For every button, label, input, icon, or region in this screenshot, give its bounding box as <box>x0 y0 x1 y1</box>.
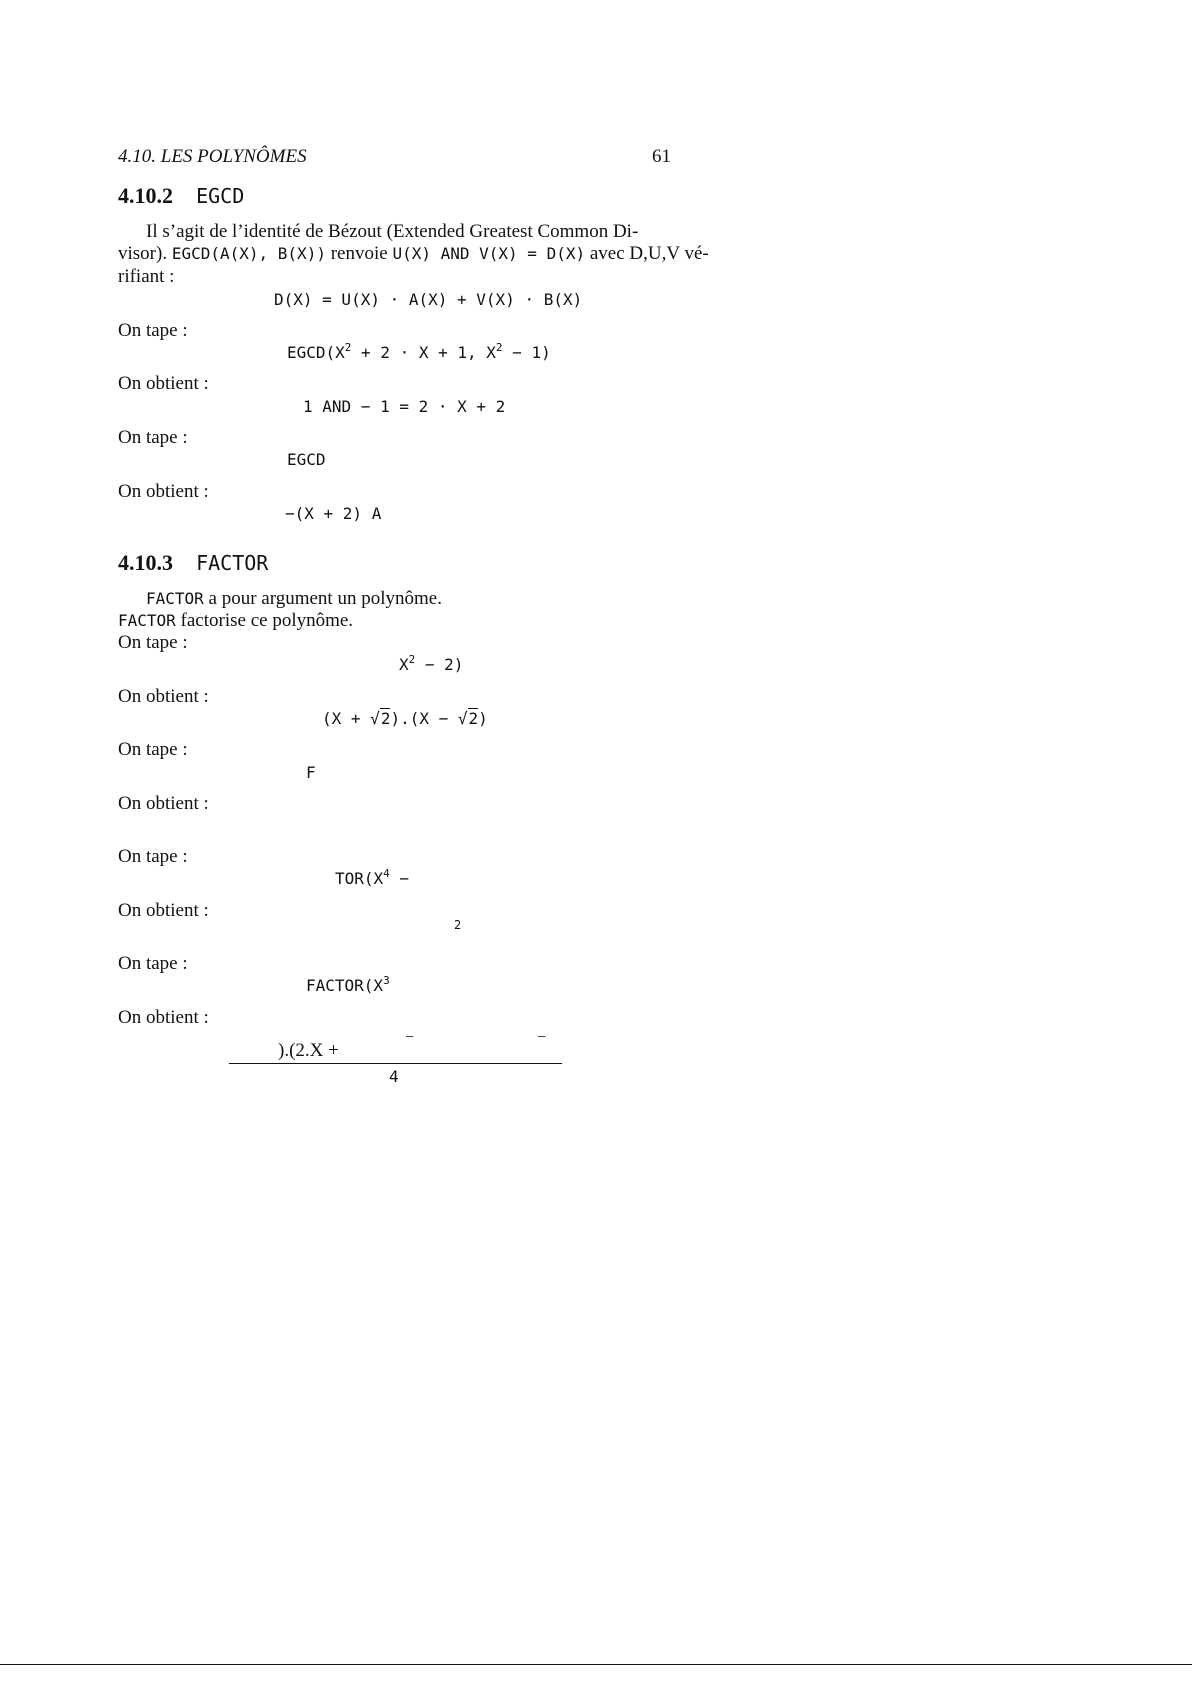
label-on-tape: On tape : <box>118 953 188 974</box>
paragraph-line <box>118 610 353 632</box>
label-on-tape: On tape : <box>118 632 188 653</box>
input-command: EGCD <box>287 450 326 469</box>
label-on-tape: On tape : <box>118 427 188 448</box>
paragraph-line <box>118 243 709 265</box>
input-command: $FACTOR(X^3$ <box>306 974 390 995</box>
section-title: EGCD <box>196 184 245 208</box>
fraction-bar <box>229 1063 562 1064</box>
input-command: $X^2 - 2$) <box>399 653 464 674</box>
paragraph-line: Il s’agit de l’identité de Bézout (Extended Greatest Common Di- <box>146 221 639 242</box>
paragraph-line <box>146 588 442 610</box>
code-run: FACTOR <box>118 611 176 630</box>
label-on-tape: On tape : <box>118 739 188 760</box>
label-on-obtient: On obtient : <box>118 373 209 394</box>
label-on-obtient: On obtient : <box>118 793 209 814</box>
label-on-tape: On tape : <box>118 846 188 867</box>
output-result: (X + √2).(X − √2) <box>322 709 488 728</box>
input-command: $TOR(X^4$ − <box>335 867 410 888</box>
code-run: U(X) AND V(X) = D(X) <box>392 244 586 263</box>
text-run: factorise ce polynôme. <box>175 610 354 631</box>
fraction-minus: − <box>405 1029 415 1046</box>
text-run: a pour argument un polynôme. <box>203 588 442 609</box>
formula-bezout: D(X) = U(X) · A(X) + V(X) · B(X) <box>274 290 583 309</box>
fraction-denominator: 4 <box>389 1067 399 1086</box>
label-on-obtient: On obtient : <box>118 686 209 707</box>
text-run: avec D,U,V vé- <box>589 243 709 264</box>
output-result: −(X + 2) A <box>285 504 382 523</box>
output-result: 2 <box>454 918 462 932</box>
text-run: renvoie <box>330 243 388 264</box>
code-run: EGCD(A(X), B(X)) <box>171 244 326 263</box>
section-title: FACTOR <box>196 551 269 575</box>
code-run: FACTOR <box>146 589 204 608</box>
running-header-section: 4.10. LES POLYNÔMES <box>118 146 307 167</box>
label-on-obtient: On obtient : <box>118 900 209 921</box>
page-number: 61 <box>652 146 671 167</box>
page-bottom-rule <box>0 1664 1192 1665</box>
input-command: F <box>306 763 316 782</box>
section-number: 4.10.2 <box>118 183 173 208</box>
fraction-minus: − <box>537 1029 547 1046</box>
label-on-obtient: On obtient : <box>118 1007 209 1028</box>
section-number: 4.10.3 <box>118 550 173 575</box>
label-on-tape: On tape : <box>118 320 188 341</box>
section-heading-factor <box>118 550 268 576</box>
section-heading-egcd <box>118 183 244 209</box>
input-command: $EGCD(X^2 + 2 \cdot X + 1$, $X^2 - 1$) <box>287 341 551 362</box>
output-result: 1 AND − 1 = 2 · X + 2 <box>303 397 506 416</box>
text-run: visor). <box>118 243 168 264</box>
label-on-obtient: On obtient : <box>118 481 209 502</box>
paragraph-line: rifiant : <box>118 266 175 287</box>
fraction-numerator: ).(2.X + <box>278 1040 339 1061</box>
